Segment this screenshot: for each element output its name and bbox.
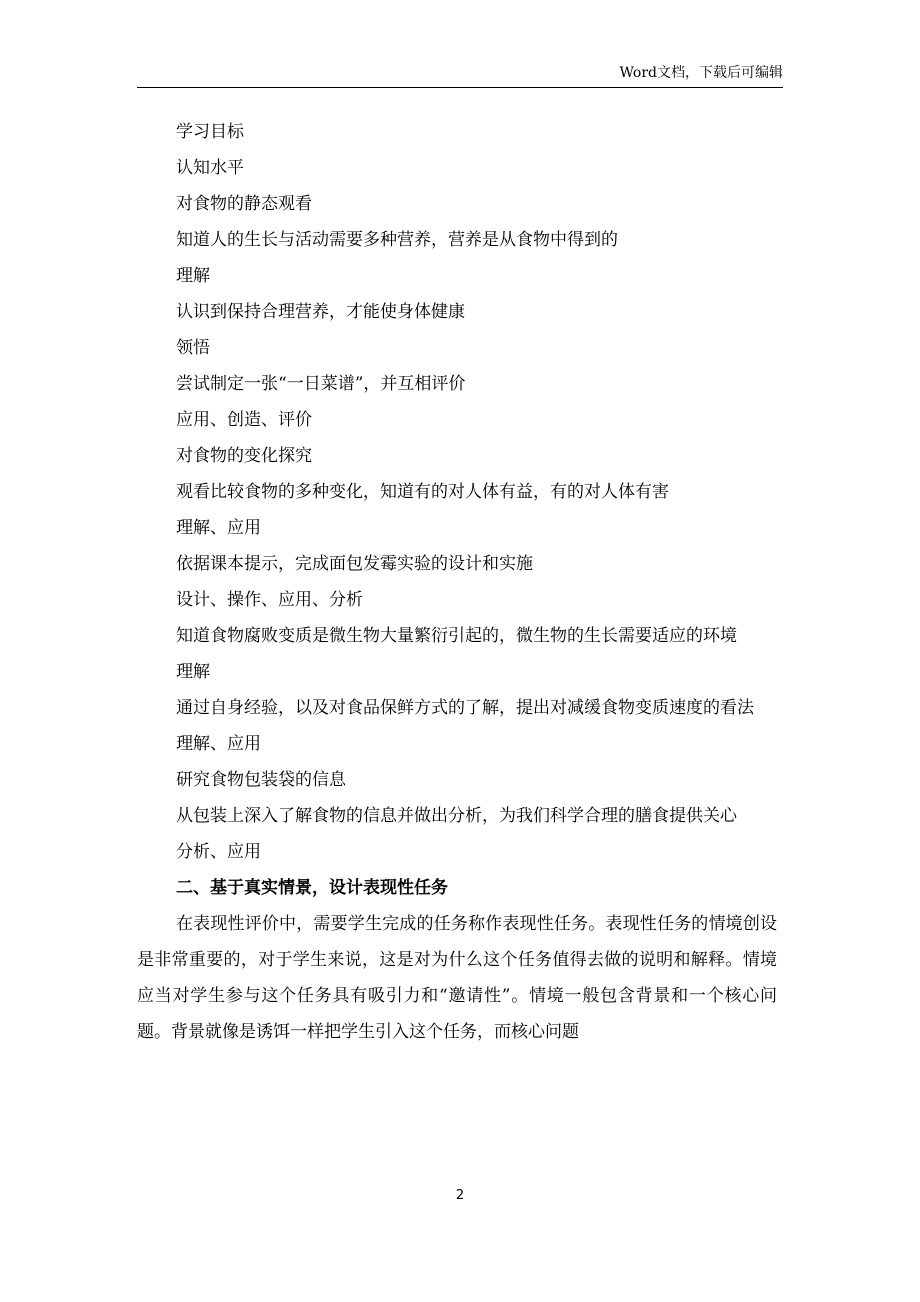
text-line: 领悟 [176, 338, 210, 358]
text-line: 理解、应用 [176, 518, 261, 538]
paragraph: 知道食物腐败变质是微生物大量繁衍引起的，微生物的生长需要适应的环境 [176, 626, 737, 646]
text-line: 对食物的静态观看 [176, 194, 312, 214]
text-line: 理解 [176, 662, 210, 682]
text-line: 应用、创造、评价 [176, 410, 312, 430]
document-body [137, 114, 777, 1050]
text-line: 设计、操作、应用、分析 [176, 590, 363, 610]
page-header [137, 62, 783, 88]
text-line: 观看比较食物的多种变化，知道有的对人体有益，有的对人体有害 [176, 482, 669, 502]
paragraph: 在表现性评价中，需要学生完成的任务称作表现性任务。表现性任务的情境创设是非常重要的，对于学生来说，这是对为什么这个任务值得去做的说明和解释。情境应当对学生参与这个任务具有吸引力和“邀请性”。情境一般包含背景和一个核心问题。背景就像是诱饵一样把学生引入这个任务，而核心问题 [137, 914, 777, 1042]
paragraph: 通过自身经验，以及对食品保鲜方式的了解，提出对减缓食物变质速度的看法 [176, 698, 754, 718]
text-line: 分析、应用 [176, 842, 261, 862]
header-text: Word文档，下载后可编辑 [619, 65, 783, 81]
text-line: 认知水平 [176, 158, 244, 178]
paragraph: 从包装上深入了解食物的信息并做出分析，为我们科学合理的膳食提供关心 [176, 806, 737, 826]
page-number: 2 [455, 1188, 465, 1203]
text-line: 理解、应用 [176, 734, 261, 754]
text-line: 研究食物包装袋的信息 [176, 770, 346, 790]
text-line: 认识到保持合理营养，才能使身体健康 [176, 302, 465, 322]
text-line: 依据课本提示，完成面包发霉实验的设计和实施 [176, 554, 533, 574]
text-line: 学习目标 [176, 122, 244, 142]
text-line: 尝试制定一张“一日菜谱”，并互相评价 [176, 374, 466, 394]
text-line: 对食物的变化探究 [176, 446, 312, 466]
text-line: 知道人的生长与活动需要多种营养，营养是从食物中得到的 [176, 230, 618, 250]
text-line: 理解 [176, 266, 210, 286]
section-heading: 二、基于真实情景，设计表现性任务 [176, 878, 448, 898]
